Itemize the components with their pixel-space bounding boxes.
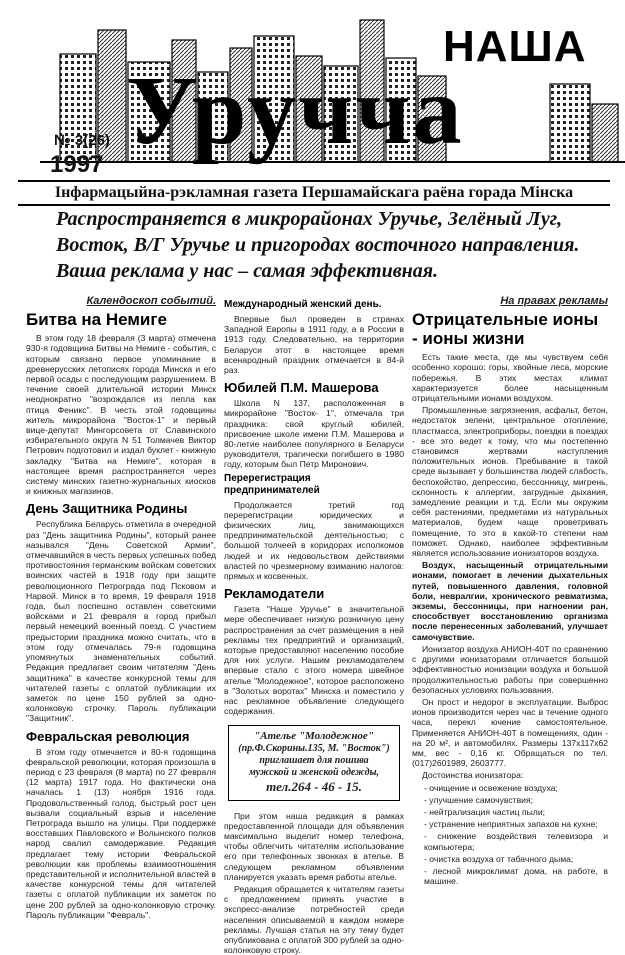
article-text: Достоинства ионизатора: bbox=[422, 770, 524, 781]
promo-slogan: Ваша реклама у нас – самая эффективная. bbox=[56, 260, 439, 282]
article-text: Школа N 137, расположенная в микрорайоне "Восток- 1", отмечала три праздника: свой круглый юбилей, присвоение школе имени П.М. Машерова и 80-летие наиболее популярного в Беларуси руководителя, трагически погибшего в 1980 году, которым был Петр Миронович. bbox=[224, 398, 404, 470]
subtitle-text: Інфармацыйна-рэкламная газета Першамайскага раёна горада Мінска bbox=[54, 184, 574, 201]
article-text: Впервые был проведен в странах Западной Европы в 1911 году, а в России в 1913 году. Следовательно, на территории Беларуси этот в настоящее время всенародный праздник отмечается в 84-й раз. bbox=[224, 314, 404, 376]
masthead bbox=[18, 4, 618, 180]
article-text: Промышленные загрязнения, асфальт, бетон, недостаток зелени, центральное отопление, пластмасса, электроприборы, поездки в поездах - все это ведет к тому, что мы постепенно становимся жертвами наступления положительных ионов. Пребывание в такой среде вызывает у большинства людей слабость, беспокойство, депрессию, бессонницу, мигрень, склонность к аллергии, загрудные дыхания, замедление реакции и т.д. Если мы окружим себя растениями, предметами из натуральных материалов, будем чаще проветривать помещение, то это в какой-то степени нам поможет. Однако, наиболее эффективным является использование ионизаторов воздуха. bbox=[412, 405, 608, 559]
article-text: Республика Беларусь отметила в очередной раз "День защитника Родины", который ранее назывался "День Советской Армии", отмечавшийся в честь первых успешных побед противостояния германским войскам советских воинских частей в 1918 году при защите революционного Петрограда под Псковом и Нарвой. Минск в то время, 19 февраля 1918 года, был поспешно оставлен советскими войсками и 21 февраля в город прибыл первый немецкий военный поезд. С участием предыстории праздника можно считать, что в этом году отмечалась 79-я годовщина упомянутых знаменательных событий. Редакция предлагает своим читателям "День защитника" в качестве конкурсной темы для читателей газеты с оплатой публикации их заметок по цене 150 рублей за одно-колонковую строчку. Пароль публикации "Защитник". bbox=[26, 519, 216, 724]
article-title: Битва на Немиге bbox=[26, 310, 167, 330]
article-text: Ионизатор воздуха АНИОН-40Т по сравнению с другими ионизаторами отличается большой эффективностью ионизации воздуха и большой продолжительностью работы при совершенно безопасных условиях пользования. bbox=[412, 643, 608, 695]
column-right bbox=[412, 295, 608, 887]
list-item: - лесной микроклимат дома, на работе, в машине. bbox=[424, 865, 608, 887]
masthead-subtitle bbox=[18, 180, 610, 206]
promo-block bbox=[56, 206, 604, 284]
list-item: - нейтрализация частиц пыли; bbox=[424, 806, 546, 817]
column-middle bbox=[224, 296, 404, 955]
list-item: - улучшение самочувствия; bbox=[424, 794, 533, 805]
masthead-nasha: НАША bbox=[443, 22, 587, 71]
promo-distribution: Распространяется в микрорайонах Уручье, Зелёный Луг, Восток, В/Г Уручье и пригородах восточного направления. bbox=[56, 208, 580, 256]
article-title: Юбилей П.М. Машерова bbox=[224, 380, 379, 396]
rubric-advertising: На правах рекламы bbox=[500, 295, 608, 307]
ad-title: "Ателье "Молодежное" bbox=[254, 729, 374, 742]
ad-offer: мужской и женской одежды, bbox=[248, 766, 380, 778]
article-text: Газета "Наше Уручье" в значительной мере обеспечивает низкую розничную цену распространения за счет размещения в ней рекламы тех предприятий и организаций, которые предоставляют населению пособие для них услуги. Нашим рекламодателем впервые стало с этого номера швейное ателье "Молодежное", которое расположено в "Золотых воротах" Минска и поместило у нас рекламное объявление следующего содержания. bbox=[224, 604, 404, 717]
list-item: - снижение воздействия телевизора и компьютера; bbox=[424, 831, 608, 852]
article-title: Рекламодатели bbox=[224, 586, 325, 602]
article-text: Он прост и недорог в эксплуатации. Выброс ионов производится через час в течение одного часа, перекл ючение самостоятельное. Применяется АНИОН-40Т в помещениях, один - на 20 м², и автомобилях. Размеры 137х117х62 мм, вес - 0,16 кг. Обращаться по тел. (017)2601989, 2603777. bbox=[412, 696, 608, 769]
ad-address: (пр.Ф.Скорины.135, М. "Восток") bbox=[238, 742, 390, 754]
article-text: В этом году отмечается и 80-я годовщина февральской революции, которая произошла в период с 23 февраля (8 марта) по 27 февраля (12 марта) 1917 года. Но фактически она началась 1 (13) ноября 1916 года. Продовольственный голод, быстрый рост цен вызвали социальный взрыв и население Петрограда вышло на улицы. При поддержке восставших Павловского и Волынского полков народ свалил самодержавие. Редакция предлагает тему истории Февральской революции как проблемы взаимоотношения представительной и исполнительной властей в качестве конкурсной темы для читателей газеты с оплатой публикации их заметок по цене 200 рублей за одно-колонковую строчку. Пароль публикации "Февраль". bbox=[26, 746, 216, 920]
article-text: В этом году 18 февраля (3 марта) отмечена 930-я годовщина Битвы на Немиге - события, с которым связано первое упоминание в древнерусских летописях города Минска и его первой осады с последующим разрушением. В течение своей длительной истории Минск неоднократно "возрождался из пепла как птица Феникс". В честь этой годовщины житель микрорайона "Восток-1" и первый вице-депутат Мингорсовета от Славинского избирательного округа N 51 Толмачев Виктор Петрович подготовил и издал буклет - книжную закладку "Битва на Немиге", которая в настоящее время распространяется через систему минских газетно-журнальных киосков и книжных магазинов. bbox=[26, 333, 216, 497]
ad-phone: тел.264 - 46 - 15. bbox=[266, 778, 362, 794]
issue-number: № 3(26) bbox=[54, 132, 110, 149]
article-title: Февральская революция bbox=[26, 728, 190, 744]
article-title: Перерегистрация предпринимателей bbox=[224, 472, 320, 496]
article-title: День Защитника Родины bbox=[26, 501, 188, 517]
article-title: Отрицательные ионы - ионы жизни bbox=[412, 310, 599, 349]
article-text: Воздух, насыщенный отрицательными ионами, помогает в лечении дыхательных путей, повышенного давления, головной боли, невралгии, хронического ревматизма, экземы, бессонницы, при нагноении ран, способствует восстановлению организма после перенесенных заболеваний, улучшает самочувствие. bbox=[412, 560, 608, 642]
article-text: Продолжается третий год перерегистрации юридических и физических лиц, занимающихся предпринимательской деятельностью; с большой толчеей в коридорах исполкомов людей и их недовольством действиями властей по чрезмерному взиманию налогов: прямых и косвенных. bbox=[224, 499, 404, 582]
article-text: Редакция обращается к читателям газеты с предложением принять участие в экспресс-анализе потребностей среди населения описываемой в каждом номере рекламы. Лучшая статья на эту тему будет опубликована с оплатой 300 рублей за одно-колонковую строку. bbox=[224, 883, 404, 955]
column-left bbox=[26, 295, 216, 920]
article-text: Есть такие места, где мы чувствуем себя особенно хорошо: горы, хвойные леса, морские побережья. В этих местах климат характеризуется более насыщенным отрицательными ионами воздухом. bbox=[412, 352, 608, 404]
ad-offer: приглашает для пошива bbox=[259, 754, 369, 766]
list-item: - устранение неприятных запахов на кухне; bbox=[424, 819, 598, 830]
list-item: - очистка воздуха от табачного дыма; bbox=[424, 853, 574, 864]
list-item: - очищение и освежение воздуха; bbox=[424, 782, 558, 793]
rubric-calendar: Календоскоп событий. bbox=[86, 295, 216, 307]
article-text: При этом наша редакция в рамках предоставленной площади для объявления максимально выделит номер телефона, чтобы облегчить читателям использование его при телефонных звонках в ателье. В следующем рекламном объявлении планируется указать время работы ателье. bbox=[224, 810, 404, 882]
issue-year: 1997 bbox=[50, 151, 104, 178]
atelier-ad-box bbox=[228, 725, 400, 801]
article-title: Международный женский день. bbox=[224, 299, 382, 310]
masthead-title: Уручча bbox=[126, 57, 464, 165]
